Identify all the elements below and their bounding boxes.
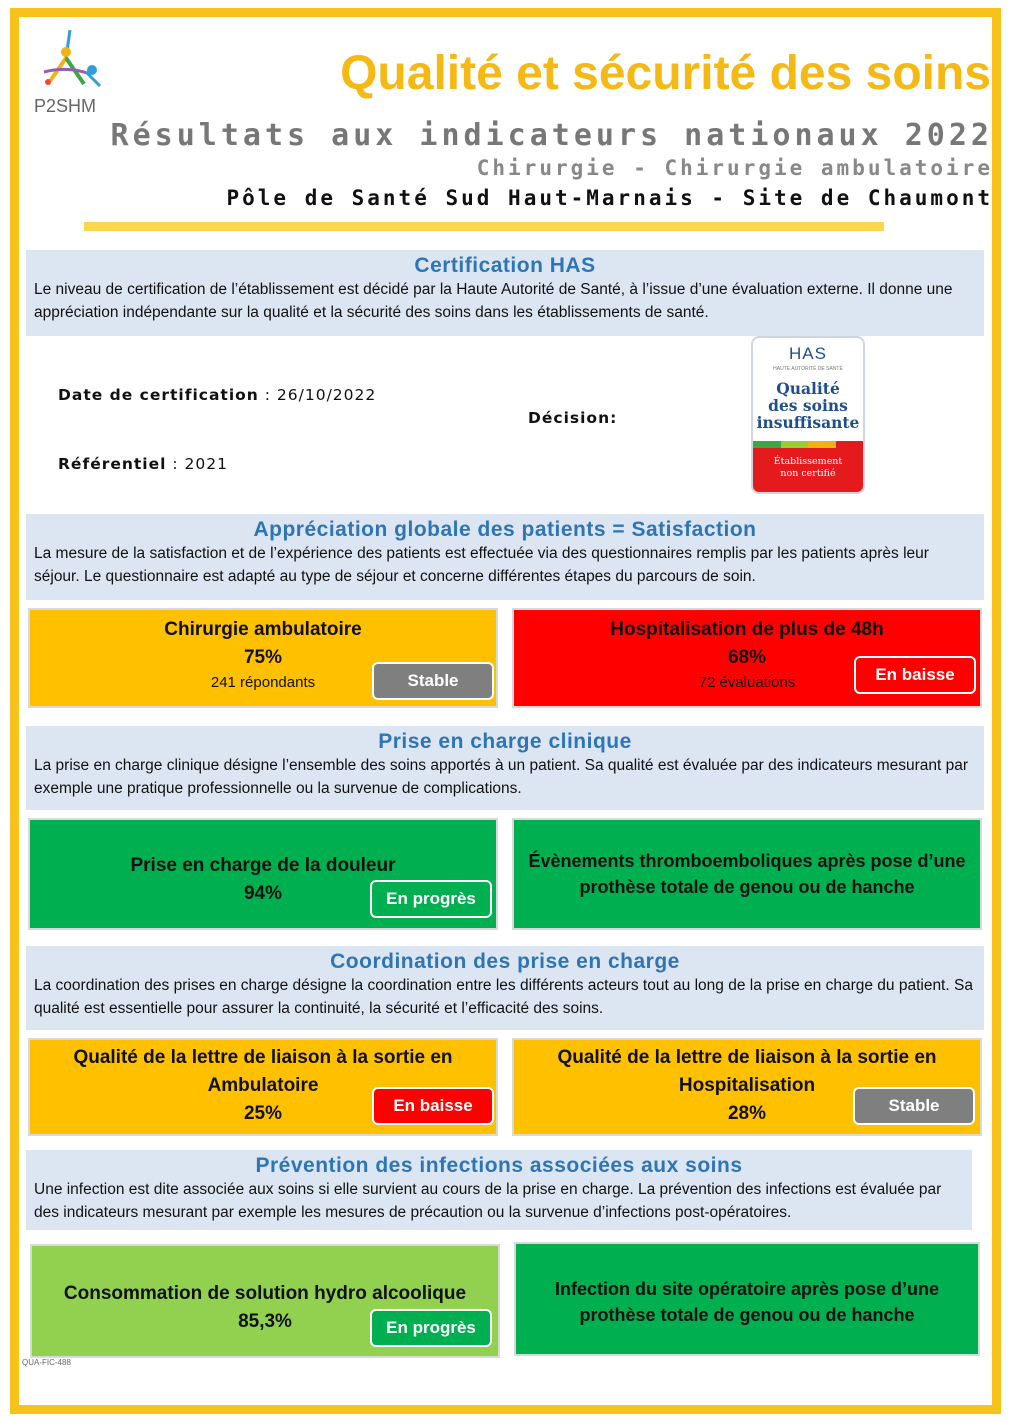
certification-section-header — [26, 250, 984, 336]
certification-date — [58, 386, 376, 404]
section-text-infections: Une infection est dite associée aux soins si elle survient au cours de la prise en charge. La prévention des infections est évaluée par des indicateurs mesurant par exemple les mesures de précaution ou la survenue d’infections post-opératoires. — [34, 1181, 942, 1221]
has-logo: HAS — [789, 344, 827, 363]
page-subtitle: Résultats aux indicateurs nationaux 2022 — [110, 118, 993, 153]
indicator-name-line1: Qualité de la lettre de liaison à la sortie en — [73, 1047, 453, 1068]
trend-badge-stable: Stable — [853, 1087, 975, 1125]
certification-referentiel — [58, 455, 228, 473]
indicator-count: 241 répondants — [210, 674, 316, 691]
indicator-name-line1: Infection du site opératoire après pose d’une — [554, 1279, 940, 1299]
indicator-value: 94% — [243, 883, 283, 904]
badge-line2: des soins — [768, 396, 848, 415]
section-title-satisfaction: Appréciation globale des patients = Satisfaction — [253, 518, 757, 541]
indicator-count: 72 évaluations — [698, 674, 796, 691]
has-certification-badge — [751, 336, 865, 494]
date-value: : 26/10/2022 — [258, 386, 377, 404]
service-name: Chirurgie - Chirurgie ambulatoire — [476, 156, 993, 180]
indicator-value: 28% — [727, 1103, 767, 1124]
site-name: Pôle de Santé Sud Haut-Marnais - Site de Chaumont — [226, 186, 993, 210]
referentiel-value: : 2021 — [166, 455, 228, 473]
divider — [84, 222, 884, 231]
badge-line3: insuffisante — [756, 413, 860, 432]
badge-status1: Établissement — [773, 456, 843, 467]
section-text-satisfaction: La mesure de la satisfaction et de l’expérience des patients est effectuée via des questionnaires remplis par les patients après leur séjour. Le questionnaire est adapté au type de séjour et concerne différentes étapes du parcours de soin. — [34, 545, 929, 585]
indicator-name: Chirurgie ambulatoire — [164, 619, 362, 640]
indicator-name-line2: Ambulatoire — [207, 1075, 319, 1096]
trend-badge-stable: Stable — [372, 662, 494, 700]
has-color-scale — [753, 441, 863, 448]
section-text-coordination: La coordination des prises en charge désigne la coordination entre les différents acteurs tout au long de la prise en charge du patient. Sa qualité est essentielle pour assurer la continuité, la sécurité et l’efficacité des soins. — [34, 977, 973, 1017]
indicator-name-line2: prothèse totale de genou ou de hanche — [579, 1305, 915, 1325]
indicator-card-thromboemboliques — [512, 818, 982, 930]
indicator-name-line1: Évènements thromboemboliques après pose d’une — [528, 851, 966, 871]
clinique-section-header — [26, 726, 984, 810]
logo-text: P2SHM — [34, 96, 97, 116]
indicator-value: 68% — [727, 647, 767, 668]
indicator-value: 75% — [243, 647, 283, 668]
indicator-name-line2: prothèse totale de genou ou de hanche — [579, 877, 915, 897]
indicator-name-line2: Hospitalisation — [678, 1075, 816, 1096]
date-label: Date de certification — [58, 386, 259, 404]
page-title: Qualité et sécurité des soins — [340, 47, 991, 100]
satisfaction-section-header — [26, 514, 984, 600]
trend-badge-en-progres: En progrès — [370, 1309, 492, 1347]
referentiel-label: Référentiel — [58, 455, 167, 473]
badge-line1: Qualité — [776, 379, 840, 398]
document-code: QUA-FIC-488 — [22, 1358, 71, 1367]
badge-status2: non certifié — [780, 468, 836, 479]
trend-badge-en-baisse: En baisse — [372, 1087, 494, 1125]
decision-label: Décision: — [528, 409, 618, 427]
section-text-certification: Le niveau de certification de l’établissement est décidé par la Haute Autorité de Santé, à l’issue d’une évaluation externe. Il donne une appréciation indépendante sur la qualité et la sécurité des soins dans les établissements de santé. — [34, 281, 953, 321]
indicator-name: Consommation de solution hydro alcoolique — [63, 1283, 467, 1304]
section-title-infections: Prévention des infections associées aux soins — [255, 1154, 743, 1177]
trend-badge-en-baisse: En baisse — [854, 656, 976, 694]
indicator-value: 85,3% — [238, 1311, 292, 1332]
section-title-clinique: Prise en charge clinique — [378, 730, 632, 753]
coordination-section-header — [26, 946, 984, 1030]
indicator-name: Hospitalisation de plus de 48h — [610, 619, 884, 640]
indicator-name: Prise en charge de la douleur — [130, 855, 396, 876]
indicator-card-infection-site-operatoire — [514, 1242, 980, 1356]
trend-badge-en-progres: En progrès — [370, 880, 492, 918]
indicator-value: 25% — [243, 1103, 283, 1124]
section-title-certification: Certification HAS — [414, 254, 596, 277]
has-logo-sub: HAUTE AUTORITÉ DE SANTÉ — [773, 366, 843, 372]
section-text-clinique: La prise en charge clinique désigne l’ensemble des soins apportés à un patient. Sa qualité est évaluée par des indicateurs mesurant par exemple une pratique professionnelle ou la survenue de complications. — [34, 757, 969, 797]
infections-section-header — [26, 1150, 972, 1230]
indicator-name-line1: Qualité de la lettre de liaison à la sortie en — [557, 1047, 937, 1068]
has-status — [753, 448, 863, 494]
section-title-coordination: Coordination des prise en charge — [330, 950, 680, 973]
